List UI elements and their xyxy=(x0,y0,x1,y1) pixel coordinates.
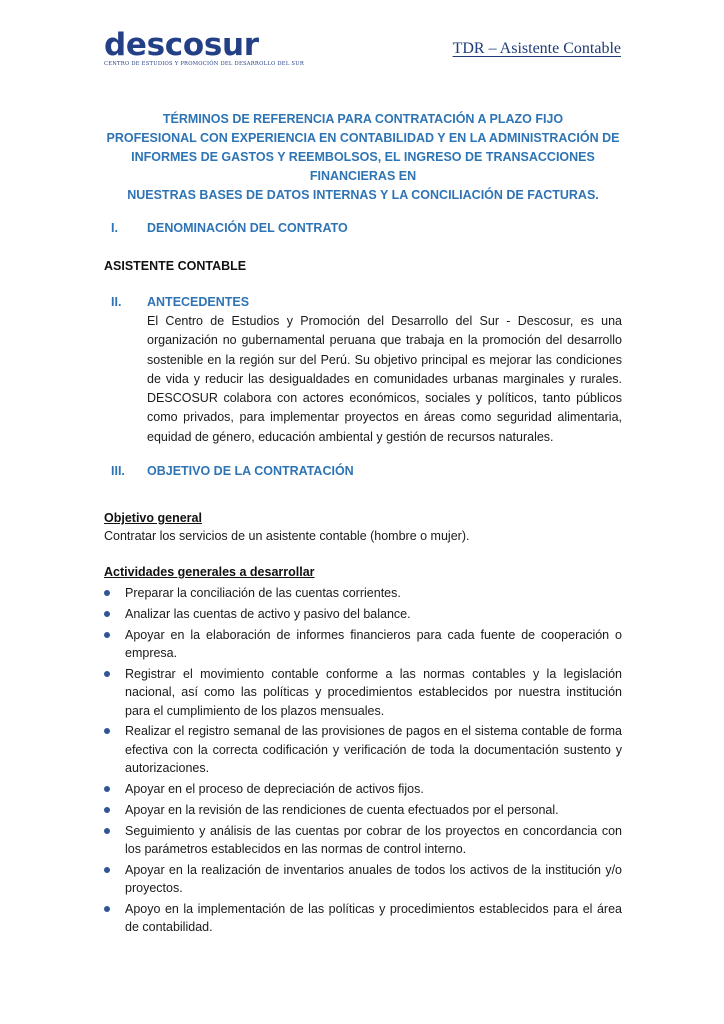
bullet-icon xyxy=(104,671,110,677)
descosur-logo xyxy=(104,27,305,67)
logo-subtitle: CENTRO DE ESTUDIOS Y PROMOCIÓN DEL DESARROLLO DEL SUR xyxy=(104,61,305,67)
list-item-text: Seguimiento y análisis de las cuentas por cobrar de los proyectos en concordancia con los parámetros establecidos en las normas de control interno. xyxy=(125,823,622,857)
list-item-text: Preparar la conciliación de las cuentas corrientes. xyxy=(125,586,401,600)
bullet-icon xyxy=(104,807,110,813)
list-item xyxy=(104,822,622,859)
section-number: II. xyxy=(111,295,122,309)
bullet-icon xyxy=(104,828,110,834)
list-item xyxy=(104,722,622,777)
title-line: INFORMES DE GASTOS Y REEMBOLSOS, EL INGRESO DE TRANSACCIONES FINANCIERAS EN xyxy=(131,150,595,183)
list-item xyxy=(104,626,622,663)
list-item xyxy=(104,665,622,720)
title-line: NUESTRAS BASES DE DATOS INTERNAS Y LA CONCILIACIÓN DE FACTURAS. xyxy=(127,188,599,202)
contract-name: ASISTENTE CONTABLE xyxy=(104,259,247,273)
section-title: OBJETIVO DE LA CONTRATACIÓN xyxy=(147,464,354,478)
bullet-icon xyxy=(104,590,110,596)
section-number: I. xyxy=(111,221,118,235)
section-title: DENOMINACIÓN DEL CONTRATO xyxy=(147,221,348,235)
actividades-heading: Actividades generales a desarrollar xyxy=(104,565,315,579)
objetivo-general-text: Contratar los servicios de un asistente contable (hombre o mujer). xyxy=(104,529,470,543)
title-line: PROFESIONAL CON EXPERIENCIA EN CONTABILIDAD Y EN LA ADMINISTRACIÓN DE xyxy=(106,131,620,145)
bullet-icon xyxy=(104,867,110,873)
page-header xyxy=(0,0,724,70)
document-label: TDR – Asistente Contable xyxy=(452,40,621,57)
section-title: ANTECEDENTES xyxy=(147,295,250,309)
list-item xyxy=(104,584,622,602)
list-item xyxy=(104,900,622,937)
list-item xyxy=(104,801,622,819)
bullet-icon xyxy=(104,728,110,734)
list-item-text: Apoyar en la realización de inventarios anuales de todos los activos de la institución y/o proyectos. xyxy=(125,862,622,896)
section-number: III. xyxy=(111,464,125,478)
document-title xyxy=(90,110,636,205)
list-item-text: Apoyar en la revisión de las rendiciones de cuenta efectuados por el personal. xyxy=(125,802,559,817)
list-item-text: Registrar el movimiento contable conforme a las normas contables y la legislación nacional, así como las políticas y procedimientos establecidos por nuestra institución para el cumplimiento de los plazos mensuales. xyxy=(125,666,622,718)
bullet-icon xyxy=(104,786,110,792)
list-item xyxy=(104,861,622,898)
bullet-icon xyxy=(104,632,110,638)
bullet-icon xyxy=(104,906,110,912)
list-item-text: Analizar las cuentas de activo y pasivo del balance. xyxy=(125,606,411,621)
actividades-list xyxy=(104,584,622,939)
antecedentes-paragraph: El Centro de Estudios y Promoción del Desarrollo del Sur - Descosur, es una organización no gubernamental peruana que trabaja en la promoción del desarrollo sostenible en la región sur del Perú. Su objetivo principal es mejorar las condiciones de vida y reducir las desigualdades en comunidades urbanas marginales y rurales. DESCOSUR colabora con actores económicos, sociales y políticos, tanto públicos como privados, para implementar proyectos en áreas como seguridad alimentaria, equidad de género, educación ambiental y gestión de recursos naturales. xyxy=(147,314,622,444)
list-item xyxy=(104,605,622,623)
list-item-text: Apoyo en la implementación de las políticas y procedimientos establecidos para el área de contabilidad. xyxy=(125,902,622,935)
bullet-icon xyxy=(104,611,110,617)
title-line: TÉRMINOS DE REFERENCIA PARA CONTRATACIÓN A PLAZO FIJO xyxy=(162,112,564,126)
list-item xyxy=(104,780,622,798)
list-item-text: Apoyar en la elaboración de informes financieros para cada fuente de cooperación o empresa. xyxy=(125,627,622,660)
objetivo-general-heading: Objetivo general xyxy=(104,511,202,525)
list-item-text: Realizar el registro semanal de las provisiones de pagos en el sistema contable de forma efectiva con la correcta codificación y verificación de toda la documentación sustento y autorizaciones. xyxy=(125,724,622,776)
logo-wordmark: descosur xyxy=(104,27,259,63)
list-item-text: Apoyar en el proceso de depreciación de activos fijos. xyxy=(125,782,424,797)
